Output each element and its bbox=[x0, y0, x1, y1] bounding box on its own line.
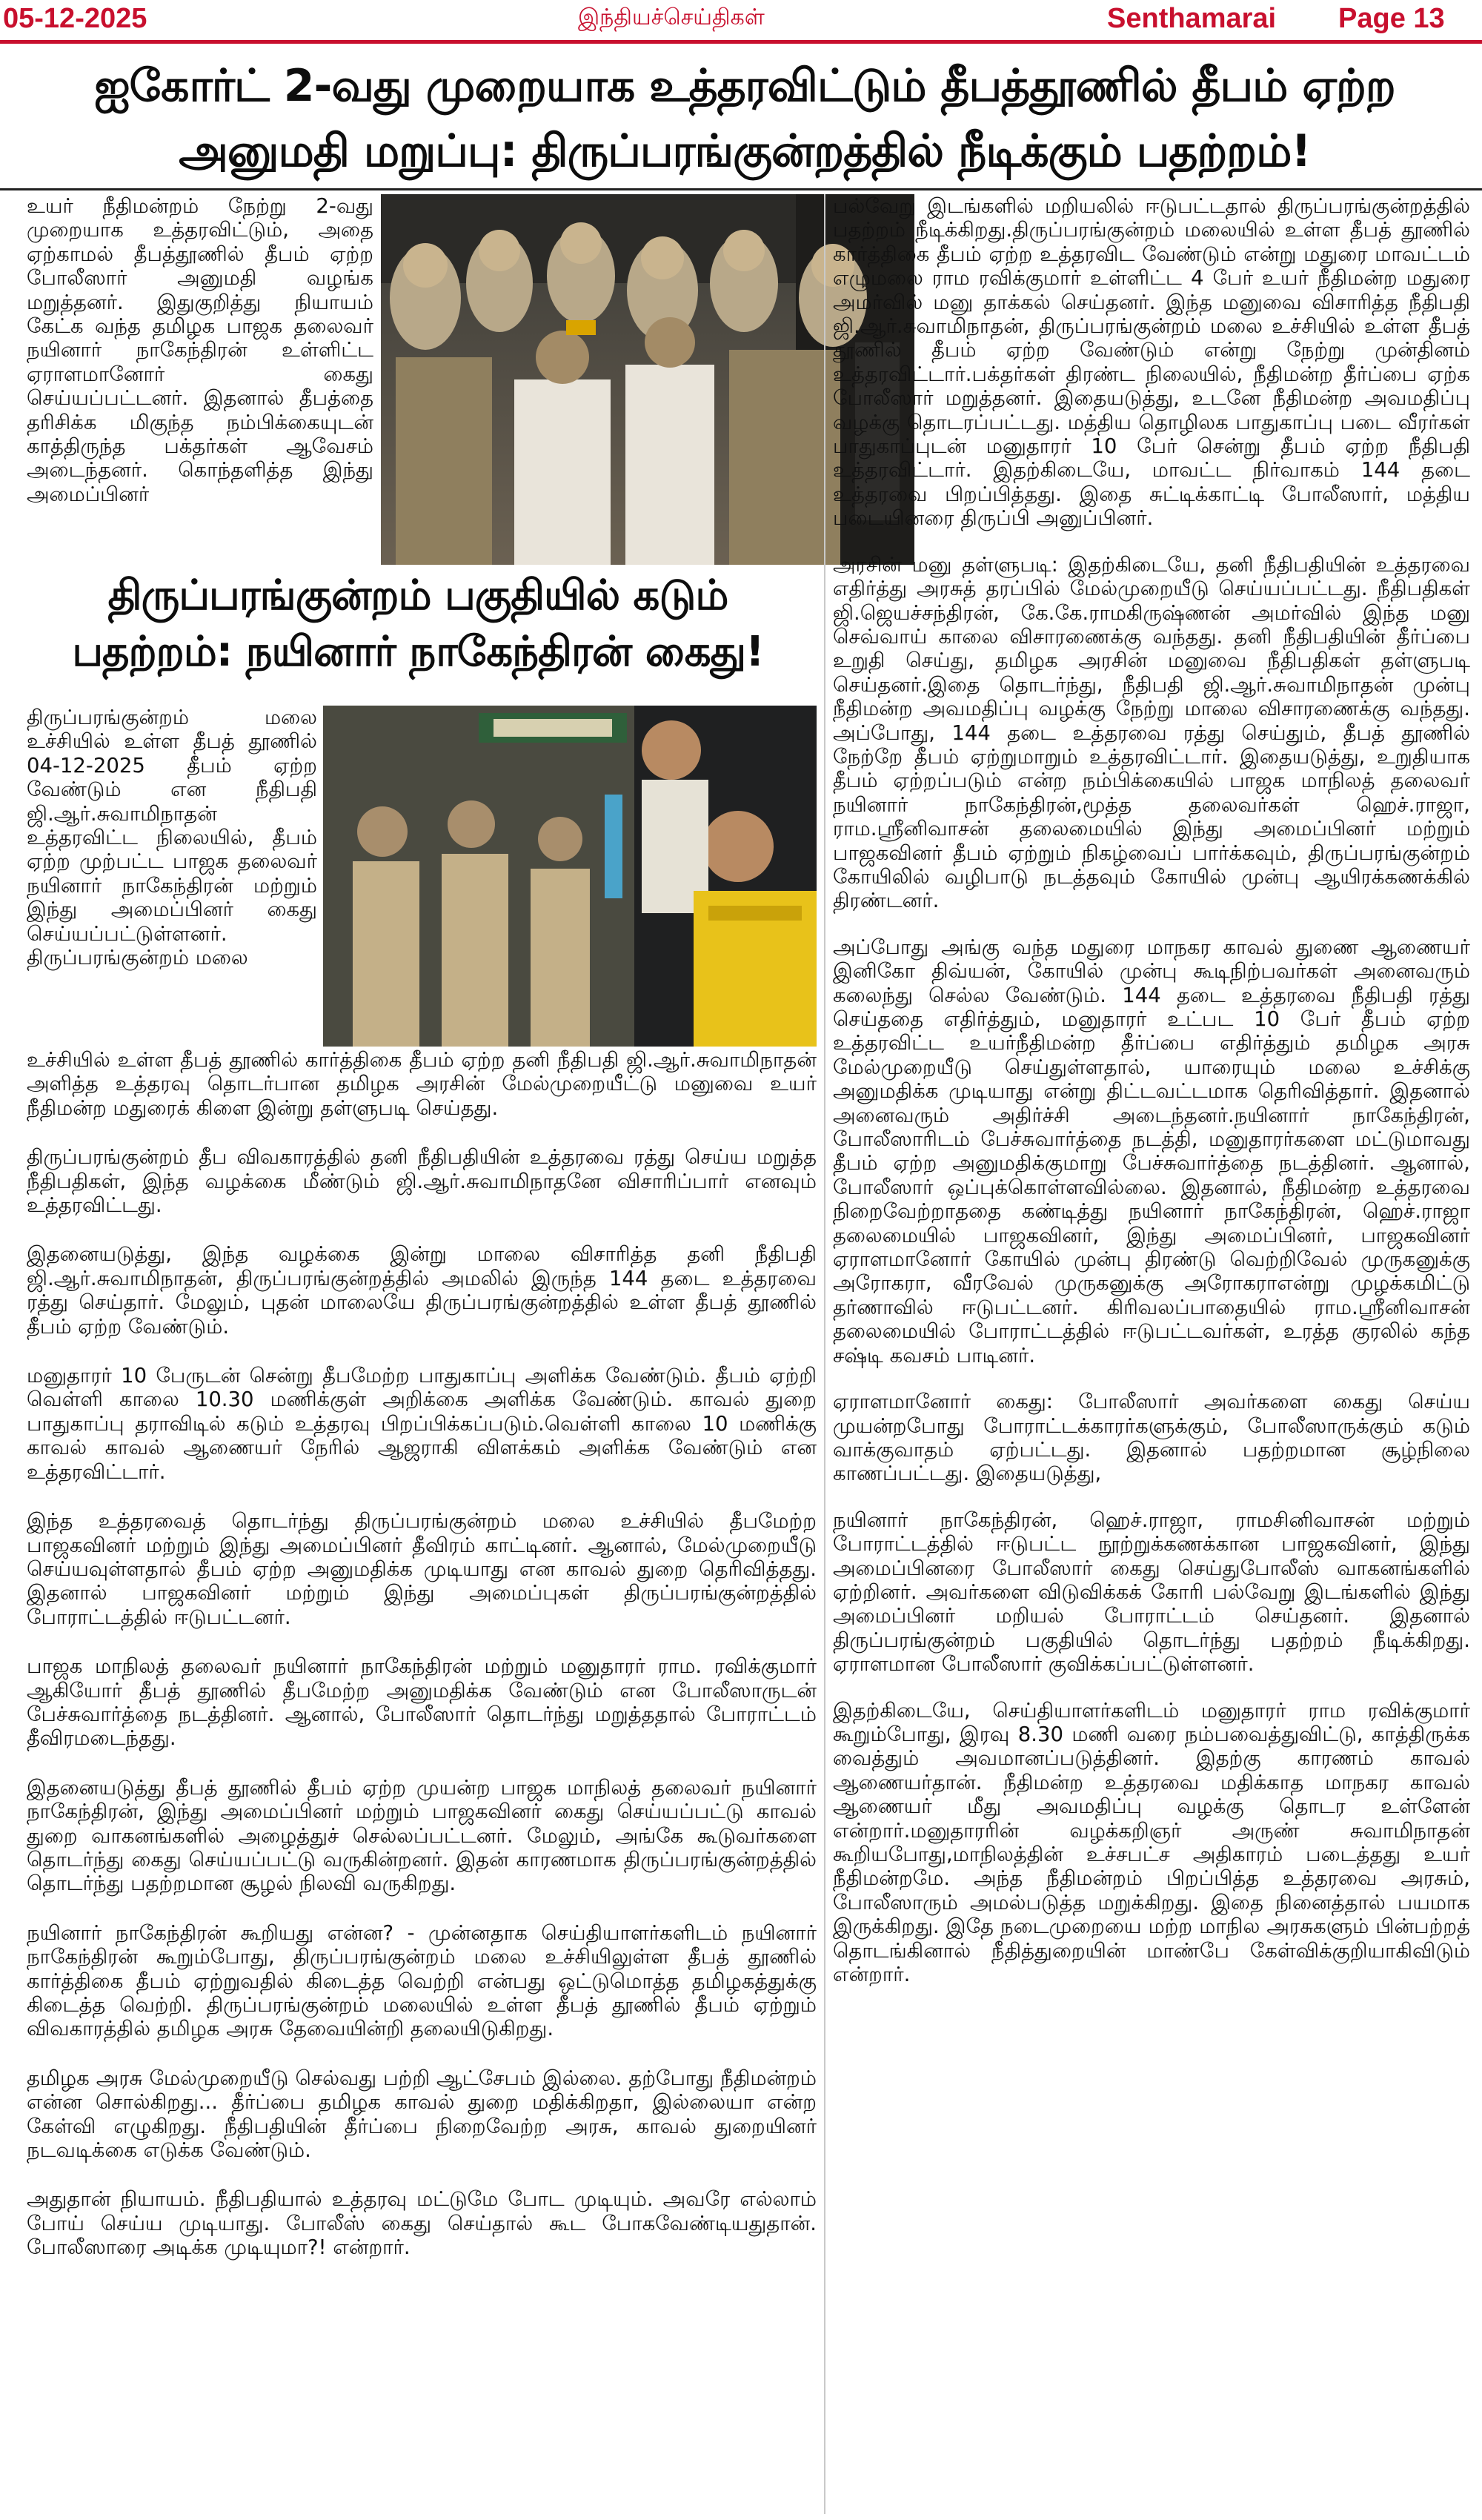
section-name: இந்தியச்செய்திகள் bbox=[578, 4, 765, 30]
page-number: Page 13 bbox=[1338, 3, 1445, 34]
story1-para: ஏராளமானோர் கைது: போலீஸார் அவர்களை கைது செய்ய முயன்றபோது போராட்டக்காரர்களுக்கும், போலீஸாருக்கும் கடும் வாக்குவாதம் ஏற்பட்டது. இதனால் பதற்றமான சூழ்நிலை காணப்பட்டது. இதையடுத்து, bbox=[833, 1390, 1470, 1486]
story2-para: இதனையடுத்து, இந்த வழக்கை இன்று மாலை விசாரித்த தனி நீதிபதி ஜி.ஆர்.சுவாமிநாதன், திருப்பரங்குன்றத்தில் அமலில் இருந்த 144 தடை உத்தரவை ரத்து செய்தார். மேலும், புதன் மாலையே திருப்பரங்குன்றத்தில் உள்ள தீபத் தூணில் தீபம் ஏற்ற வேண்டும். bbox=[27, 1242, 817, 1339]
photo-leader-arrest-image bbox=[323, 706, 817, 1047]
column-divider bbox=[824, 194, 825, 2514]
story2-intro-text: திருப்பரங்குன்றம் மலை உச்சியில் உள்ள தீபத் தூணில் 04-12-2025 தீபம் ஏற்ற வேண்டும் என நீதிபதி ஜி.ஆர்.சுவாமிநாதன் உத்தரவிட்ட நிலையில், தீபம் ஏற்ற முற்பட்ட பாஜக தலைவர் நயினார் நாகேந்திரன் மற்றும் இந்து அமைப்பினர் கைது செய்யப்பட்டுள்ளனர். திருப்பரங்குன்றம் மலை bbox=[27, 706, 317, 970]
story1-para: அரசின் மனு தள்ளுபடி: இதற்கிடையே, தனி நீதிபதியின் உத்தரவை எதிர்த்து அரசுத் தரப்பில் மேல்முறையீடு செய்யப்பட்டது. நீதிபதிகள் ஜி.ஜெயச்சந்திரன், கே.கே.ராமகிருஷ்ணன் அமர்வில் இந்த மனு செவ்வாய் காலை விசாரணைக்கு வந்தது. தனி நீதிபதியின் தீர்ப்பை உறுதி செய்து, தமிழக அரசின் மனுவை நீதிபதிகள் தள்ளுபடி செய்தனர்.இதை தொடர்ந்து, நீதிபதி ஜி.ஆர்.சுவாமிநாதன் முன்பு நீதிமன்ற அவமதிப்பு வழக்கு நேற்று மாலை விசாரணைக்கு வந்தது. அப்போது, 144 தடை உத்தரவை ரத்து செய்தும், தீபத் தூணில் நேற்றே தீபம் ஏற்றுமாறும் உத்தரவிட்டார். இதையடுத்து, உறுதியாக தீபம் ஏற்றப்படும் என்ற நம்பிக்கையில் பாஜக மாநிலத் தலைவர் நயினார் நாகேந்திரன்,மூத்த தலைவர்கள் ஹெச்.ராஜா, ராம.ஸ்ரீனிவாசன் தலைமையில் இந்து அமைப்பினர் மற்றும் பாஜகவினர் தீபம் ஏற்றும் நிகழ்வைப் பார்க்கவும், திருப்பரங்குன்றம் கோயிலில் வழிபாடு நடத்தவும் கோயில் முன்பு ஆயிரக்கணக்கில் திரண்டனர். bbox=[833, 552, 1470, 913]
story2-intro bbox=[27, 706, 317, 969]
story2-body bbox=[27, 1048, 817, 2285]
story2-para: பாஜக மாநிலத் தலைவர் நயினார் நாகேந்திரன் மற்றும் மனுதாரர் ராம. ரவிக்குமார் ஆகியோர் தீபத் தூணில் தீபமேற்ற அனுமதிக்க வேண்டும் என போலீஸாருடன் பேச்சுவார்த்தை நடத்தினர். ஆனால், போலீஸார் தொடர்ந்து மறுத்ததால் போராட்டம் தீவிரமடைந்தது. bbox=[27, 1654, 817, 1751]
story2-para: இதனையடுத்து தீபத் தூணில் தீபம் ஏற்ற முயன்ற பாஜக மாநிலத் தலைவர் நயினார் நாகேந்திரன், இந்து அமைப்பினர் மற்றும் பாஜகவினர் கைது செய்யப்பட்டு காவல் துறை வாகனங்களில் அழைத்துச் செல்லப்பட்டனர். மேலும், அங்கே கூடுவர்களை தொடர்ந்து கைது செய்யப்பட்டு வருகின்றனர். இதன் காரணமாக திருப்பரங்குன்றத்தில் தொடர்ந்து பதற்றமான சூழல் நிலவி வருகிறது. bbox=[27, 1775, 817, 1896]
paper-name: Senthamarai bbox=[1107, 3, 1277, 34]
story2-headline: திருப்பரங்குன்றம் பகுதியில் கடும் பதற்றம்: நயினார் நாகேந்திரன் கைது! bbox=[72, 571, 764, 676]
story2-para: உச்சியில் உள்ள தீபத் தூணில் கார்த்திகை தீபம் ஏற்ற தனி நீதிபதி ஜி.ஆர்.சுவாமிநாதன் அளித்த உத்தரவு தொடர்பான தமிழக அரசின் மேல்முறையீட்டு மனுவை உயர் நீதிமன்ற மதுரைக் கிளை இன்று தள்ளுபடி செய்தது. bbox=[27, 1048, 817, 1120]
page-header bbox=[0, 0, 1482, 39]
story2-para: மனுதாரர் 10 பேருடன் சென்று தீபமேற்ற பாதுகாப்பு அளிக்க வேண்டும். தீபம் ஏற்றி வெள்ளி காலை 10.30 மணிக்குள் அறிக்கை அளிக்க வேண்டும். காவல் துறை பாதுகாப்பு தராவிடில் கடும் உத்தரவு பிறப்பிக்கப்படும்.வெள்ளி காலை 10 மணிக்கு காவல் காவல் ஆணையர் நேரில் ஆஜராகி விளக்கம் அளிக்க வேண்டும் என உத்தரவிட்டார். bbox=[27, 1364, 817, 1484]
story1-para: நயினார் நாகேந்திரன், ஹெச்.ராஜா, ராமசினிவாசன் மற்றும் போராட்டத்தில் ஈடுபட்ட நூற்றுக்கணக்கான பாஜகவினர், இந்து அமைப்பினரை போலீஸார் கைது செய்துபோலீஸ் வாகனங்களில் ஏற்றினர். அவர்களை விடுவிக்கக் கோரி பல்வேறு இடங்களில் இந்து அமைப்பினர் மறியல் போராட்டம் செய்தனர். இதனால் திருப்பரங்குன்றம் பகுதியில் தொடர்ந்து பதற்றம் நீடிக்கிறது. ஏராளமான போலீஸார் குவிக்கப்பட்டுள்ளனர். bbox=[833, 1508, 1470, 1677]
issue-date: 05-12-2025 bbox=[3, 3, 147, 34]
story1-right-column bbox=[833, 194, 1470, 2009]
story1-para: பல்வேறு இடங்களில் மறியலில் ஈடுபட்டதால் திருப்பரங்குன்றத்தில் பதற்றம் நீடிக்கிறது.திருப்பரங்குன்றம் மலையில் உள்ள தீபத் தூணில் கார்த்திகை தீபம் ஏற்ற உத்தரவிட வேண்டும் என்று மதுரை மாவட்டம் எழுமலை ராம ரவிக்குமார் உள்ளிட்ட 4 பேர் உயர் நீதிமன்ற மதுரை அமர்வில் மனு தாக்கல் செய்தனர். இந்த மனுவை விசாரித்த நீதிபதி ஜி.ஆர்.சுவாமிநாதன், திருப்பரங்குன்றம் மலை உச்சியில் உள்ள தீபத் தூணில் தீபம் ஏற்ற வேண்டும் என்று நேற்று முன்தினம் உத்தரவிட்டார்.பக்தர்கள் திரண்ட நிலையில், நீதிமன்ற தீர்ப்பை ஏற்க போலீஸார் மறுத்தனர். இதையடுத்து, உடனே நீதிமன்ற அவமதிப்பு வழக்கு தொடரப்பட்டது. மத்திய தொழிலக பாதுகாப்பு படை வீரர்கள் பாதுகாப்புடன் மனுதாரர் 10 பேர் சென்று தீபம் ஏற்ற நீதிபதி உத்தரவிட்டார். இதற்கிடையே, மாவட்ட நிர்வாகம் 144 தடை உத்தரவை பிறப்பித்தது. இதை சுட்டிக்காட்டி போலீஸார், மத்திய படையினரை திருப்பி அனுப்பினர். bbox=[833, 194, 1470, 531]
main-headline: ஐகோர்ட் 2-வது முறையாக உத்தரவிட்டும் தீபத்தூணில் தீபம் ஏற்ற அனுமதி மறுப்பு: திருப்பரங்குன்றத்தில் நீடிக்கும் பதற்றம்! bbox=[94, 60, 1395, 177]
story2-para: அதுதான் நியாயம். நீதிபதியால் உத்தரவு மட்டுமே போட முடியும். அவரே எல்லாம் போய் செய்ய முடியாது. போலீஸ் கைது செய்தால் கூட போகவேண்டியதுதான். போலீஸாரை அடிக்க முடியுமா?! என்றார். bbox=[27, 2187, 817, 2260]
header-divider bbox=[0, 40, 1482, 44]
story1-para: அப்போது அங்கு வந்த மதுரை மாநகர காவல் துணை ஆணையர் இனிகோ திவ்யன், கோயில் முன்பு கூடிநிற்பவர்கள் அனைவரும் கலைந்து செல்ல வேண்டும். 144 தடை உத்தரவை நீதிபதி ரத்து செய்ததை எதிர்த்தும், மனுதாரர் உட்பட 10 பேர் தீபம் ஏற்ற உத்தரவிட்ட உயர்நீதிமன்ற தீர்ப்பை எதிர்த்தும் தமிழக அரசு மேல்முறையீடு செய்துள்ளதால், யாரையும் மலை உச்சிக்கு அனுமதிக்க முடியாது என்று திட்டவட்டமாக தெரிவித்தார். இதனால் அனைவரும் அதிர்ச்சி அடைந்தனர்.நயினார் நாகேந்திரன், போலீஸாரிடம் பேச்சுவார்த்தை நடத்தி, மனுதாரர்களை மட்டுமாவது தீபம் ஏற்ற அனுமதிக்குமாறு பேச்சுவார்த்தை நடத்தினர். ஆனால், போலீஸார் ஒப்புக்கொள்ளவில்லை. இதனால், நீதிமன்ற உத்தரவை நிறைவேற்றாததை கண்டித்து நயினார் நாகேந்திரன், ஹெச்.ராஜா தலைமையில் பாஜகவினர், இந்து அமைப்பினர், பாஜகவினர் ஏராளமானோர் கோயில் முன்பு திரண்டு வெற்றிவேல் முருகனுக்கு அரோகரா, வீரவேல் முருகனுக்கு அரோகராஎன்று முழக்கமிட்டு தர்ணாவில் ஈடுபட்டனர். கிரிவலப்பாதையில் ராம.ஸ்ரீனிவாசன் தலைமையில் போராட்டத்தில் ஈடுபட்டவர்கள், உரத்த குரலில் கந்த சஷ்டி கவசம் பாடினர். bbox=[833, 935, 1470, 1367]
photo-leader-arrest bbox=[323, 706, 817, 1047]
story1-intro-text: உயர் நீதிமன்றம் நேற்று 2-வது முறையாக உத்தரவிட்டும், அதை ஏற்காமல் தீபத்தூணில் தீபம் ஏற்ற போலீஸார் அனுமதி வழங்க மறுத்தனர். இதுகுறித்து நியாயம் கேட்க வந்த தமிழக பாஜக தலைவர் நயினார் நாகேந்திரன் உள்ளிட்ட ஏராளமானோர் கைது செய்யப்பட்டனர். இதனால் தீபத்தை தரிசிக்க மிகுந்த நம்பிக்கையுடன் காத்திருந்த பக்தர்கள் ஆவேசம் அடைந்தனர். கொந்தளித்த இந்து அமைப்பினர் bbox=[27, 194, 373, 506]
headline-divider bbox=[0, 188, 1482, 190]
story2-para: திருப்பரங்குன்றம் தீப விவகாரத்தில் தனி நீதிபதியின் உத்தரவை ரத்து செய்ய மறுத்த நீதிபதிகள், இந்த வழக்கை மீண்டும் ஜி.ஆர்.சுவாமிநாதனே விசாரிப்பார் எனவும் உத்தரவிட்டது. bbox=[27, 1145, 817, 1218]
story2-para: தமிழக அரசு மேல்முறையீடு செல்வது பற்றி ஆட்சேபம் இல்லை. தற்போது நீதிமன்றம் என்ன சொல்கிறது... தீர்ப்பை தமிழக காவல் துறை மதிக்கிறதா, இல்லையா என்ற கேள்வி எழுகிறது. நீதிபதியின் தீர்ப்பை நிறைவேற்ற அரசு, காவல் துறையினர் நடவடிக்கை எடுக்க வேண்டும். bbox=[27, 2066, 817, 2163]
story1-para: இதற்கிடையே, செய்தியாளர்களிடம் மனுதாரர் ராம ரவிக்குமார் கூறும்போது, இரவு 8.30 மணி வரை நம்பவைத்துவிட்டு, காத்திருக்க வைத்தும் அவமானப்படுத்தினர். இதற்கு காரணம் காவல் ஆணையர்தான். நீதிமன்ற உத்தரவை மதிக்காத மாநகர காவல் ஆணையர் மீது அவமதிப்பு வழக்கு தொடர உள்ளேன் என்றார்.மனுதாரரின் வழக்கறிஞர் அருண் சுவாமிநாதன் கூறியபோது,மாநிலத்தின் உச்சபட்ச அதிகாரம் படைத்தது உயர் நீதிமன்றமே. அந்த நீதிமன்றம் பிறப்பித்த உத்தரவை அரசும், போலீஸாரும் அமல்படுத்த மறுக்கிறது. இதை நினைத்தால் பயமாக இருக்கிறது. இதே நடைமுறையை மற்ற மாநில அரசுகளும் பின்பற்றத் தொடங்கினால் நீதித்துறையின் மாண்பே கேள்விக்குறியாகிவிடும் என்றார். bbox=[833, 1698, 1470, 1987]
story2-para: நயினார் நாகேந்திரன் கூறியது என்ன? - முன்னதாக செய்தியாளர்களிடம் நயினார் நாகேந்திரன் கூறும்போது, திருப்பரங்குன்றம் மலை உச்சியிலுள்ள தீபத் தூணில் கார்த்திகை தீபம் ஏற்றுவதில் கிடைத்த வெற்றி என்பது ஒட்டுமொத்த தமிழகத்துக்கு கிடைத்த வெற்றி. திருப்பரங்குன்றம் மலையில் உள்ள தீபத் தூணில் தீபம் ஏற்றும் விவகாரத்தில் தமிழக அரசு தேவையின்றி தலையிடுகிறது. bbox=[27, 1920, 817, 2041]
story1-intro bbox=[27, 194, 373, 506]
story2-para: இந்த உத்தரவைத் தொடர்ந்து திருப்பரங்குன்றம் மலை உச்சியில் தீபமேற்ற பாஜகவினர் மற்றும் இந்து அமைப்பினர் தீவிரம் காட்டினர். ஆனால், மேல்முறையீடு செய்யவுள்ளதால் தீபம் ஏற்ற அனுமதிக்க முடியாது என காவல் துறை தெரிவித்தது. இதனால் பாஜகவினர் மற்றும் இந்து அமைப்புகள் திருப்பரங்குன்றத்தில் போராட்டத்தில் ஈடுபட்டனர். bbox=[27, 1509, 817, 1629]
